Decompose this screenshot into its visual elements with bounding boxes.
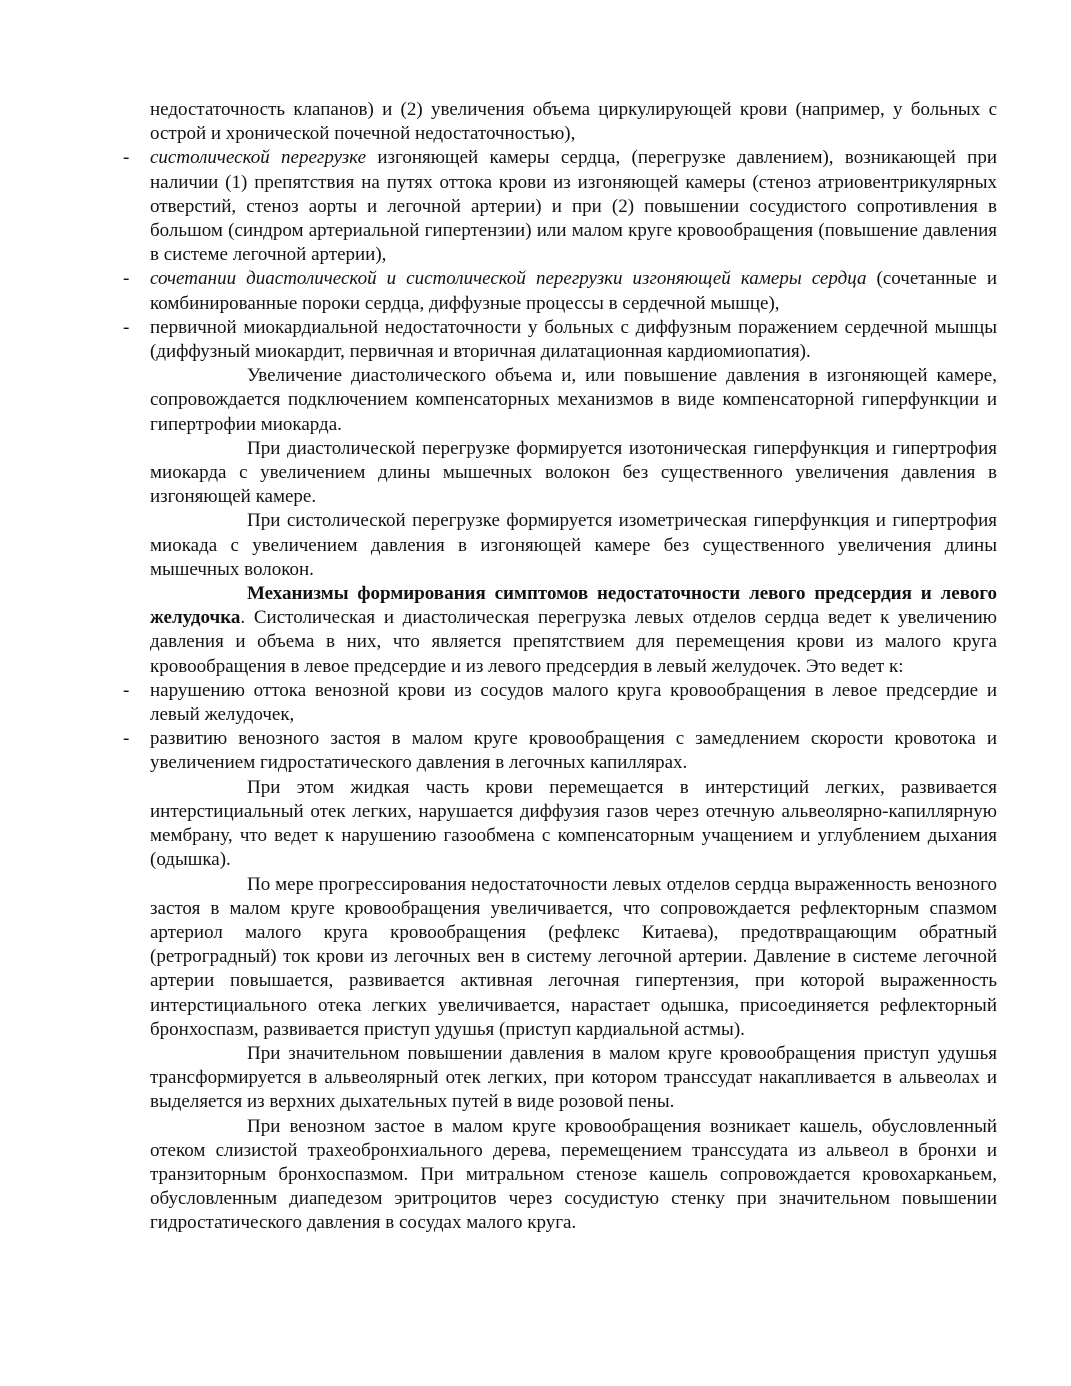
document-page	[123, 98, 997, 1236]
section-text: . Систолическая и диастолическая перегрузка левых отделов сердца ведет к увеличению давления и объема в них, что является препятствием для перемещения крови из малого круга кровообращения в левое предсердие и из левого предсердия в левый желудочек. Это ведет к:	[150, 607, 997, 677]
list-item-emphasis: сочетании диастолической и систолической перегрузки изгоняющей камеры сердца	[150, 268, 867, 290]
list-item	[123, 267, 997, 315]
list-item	[123, 316, 997, 364]
list-dash: -	[123, 728, 130, 750]
list-dash: -	[123, 147, 130, 169]
list-dash: -	[123, 268, 130, 290]
list-dash: -	[123, 679, 130, 701]
section-paragraph	[150, 582, 997, 679]
list-item-text: первичной миокардиальной недостаточности у больных с диффузным поражением сердечной мышцы (диффузный миокардит, первичная и вторичная дилатационная кардиомиопатия).	[150, 316, 997, 363]
section-heading: Механизмы формирования симптомов недостаточности левого предсердия и левого желудочка	[150, 583, 997, 629]
list-item	[123, 679, 997, 727]
list-item-text: (сочетанные и комбинированные пороки сердца, диффузные процессы в сердечной мышце),	[150, 268, 997, 314]
paragraph: Увеличение диастолического объема и, или повышение давления в изгоняющей камере, сопровождается подключением компенсаторных механизмов в виде компенсаторной гиперфункции и гипертрофии миокарда.	[150, 365, 997, 435]
list-item	[123, 146, 997, 267]
list-item-text: развитию венозного застоя в малом круге кровообращения с замедлением скорости кровотока и увеличением гидростатического давления в легочных капиллярах.	[150, 728, 997, 774]
paragraph: При этом жидкая часть крови перемещается в интерстиций легких, развивается интерстициальный отек легких, нарушается диффузия газов через отечную альвеолярно-капиллярную мембрану, что ведет к нарушению газообмена с компенсаторным учащением и углублением дыхания (одышка).	[150, 776, 997, 871]
paragraph: По мере прогрессирования недостаточности левых отделов сердца выраженность венозного застоя в малом круге кровообращения увеличивается, что сопровождается рефлекторным спазмом артериол малого круга кровообращения (рефлекс Китаева), предотвращающим обратный (ретроградный) ток крови из легочных вен в систему легочной артерии. Давление в системе легочной артерии повышается, развивается активная легочная гипертензия, при которой выраженность интерстициального отека легких увеличивается, нарастает одышка, присоединяется рефлекторный бронхоспазм, развивается приступ удушья (приступ кардиальной астмы).	[150, 873, 997, 1040]
list-item-text: нарушению оттока венозной крови из сосудов малого круга кровообращения в левое предсердие и левый желудочек,	[150, 679, 997, 726]
paragraph: недостаточность клапанов) и (2) увеличения объема циркулирующей крови (например, у больных с острой и хронической почечной недостаточностью),	[150, 99, 997, 145]
list-item	[123, 727, 997, 775]
paragraph: При значительном повышении давления в малом круге кровообращения приступ удушья трансформируется в альвеолярный отек легких, при котором транссудат накапливается в альвеолах и выделяется из верхних дыхательных путей в виде розовой пены.	[150, 1042, 997, 1113]
list-item-emphasis: систолической перегрузке	[150, 147, 367, 169]
list-item-text: изгоняющей камеры сердца, (перегрузке давлением), возникающей при наличии (1) препятствия на путях оттока крови из изгоняющей камеры (стеноз атриовентрикулярных отверстий, стеноз аорты и легочной артерии) и при (2) повышении сосудистого сопротивления в большом (синдром артериальной гипертензии) или малом круге кровообращения (повышение давления в системе легочной артерии),	[150, 147, 997, 266]
paragraph: При диастолической перегрузке формируется изотоническая гиперфункция и гипертрофия миокарда с увеличением длины мышечных волокон без существенного увеличения давления в изгоняющей камере.	[150, 437, 997, 508]
list-dash: -	[123, 316, 130, 338]
paragraph: При систолической перегрузке формируется изометрическая гиперфункция и гипертрофия миокада с увеличением давления в изгоняющей камере без существенного увеличения длины мышечных волокон.	[150, 510, 997, 580]
paragraph: При венозном застое в малом круге кровообращения возникает кашель, обусловленный отеком слизистой трахеобронхиального дерева, перемещением транссудата из альвеол в бронхи и транзиторным бронхоспазмом. При митральном стенозе кашель сопровождается кровохарканьем, обусловленным диапедезом эритроцитов через сосудистую стенку при значительном повышении гидростатического давления в сосудах малого круга.	[150, 1115, 997, 1234]
